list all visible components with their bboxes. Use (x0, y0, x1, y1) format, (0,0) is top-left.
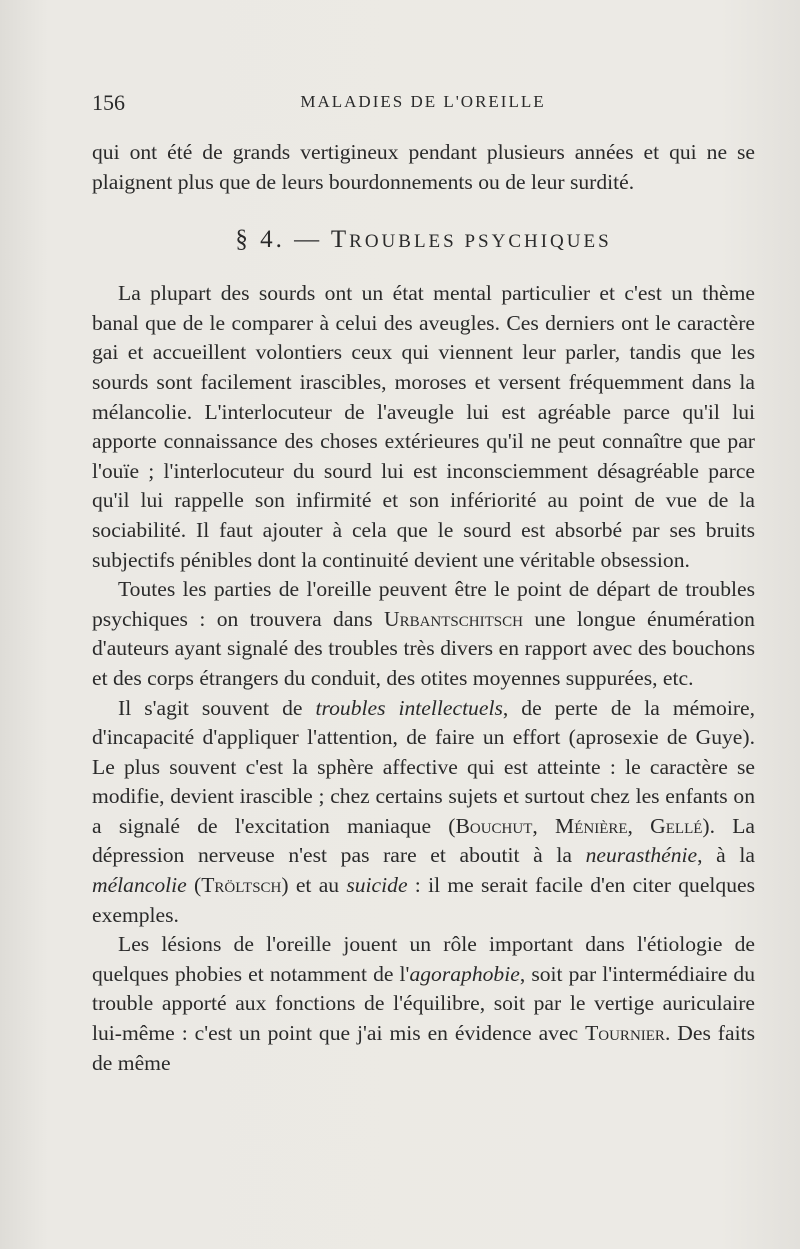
author-gelle: Gellé (650, 813, 703, 838)
p3-sep-1: , (532, 813, 555, 838)
paragraph-2 (92, 575, 755, 693)
paragraph-3 (92, 694, 755, 931)
p4-text-a: Les lésions de l'oreille jouent un rôle important dans l'étiologie de quelques phobies et notamment de l' (92, 932, 755, 986)
author-urbantschitsch: Urbantschitsch (384, 606, 523, 631)
p3-em-melancolie: mélancolie (92, 873, 187, 898)
running-title: MALADIES DE L'OREILLE (300, 92, 546, 111)
p3-text-f: ) et au (281, 873, 347, 898)
p4-text-b: , soit par l'intermédiaire du trouble apporté aux fonctions de l'équilibre, soit par le vertige auriculaire lui-même : c'est un point que j'ai mis en évidence avec (92, 961, 755, 1046)
page-number: 156 (92, 90, 125, 115)
p3-em-neurasthenie: neurasthénie (585, 843, 698, 868)
section-title-initial: T (330, 226, 350, 254)
p3-sep-2: , (627, 813, 651, 838)
author-bouchut: Bouchut (455, 813, 533, 838)
author-tournier: Tournier (585, 1021, 665, 1046)
p2-text-a: Toutes les parties de l'oreille peuvent être le point de départ de troubles psychiques : on trouvera dans (92, 577, 755, 631)
section-heading (92, 223, 755, 259)
p3-text-a: Il s'agit souvent de (118, 695, 316, 720)
p3-text-e: ( (186, 873, 202, 898)
p2-text-b: une longue énumération d'auteurs ayant signalé des troubles très divers en rapport avec des bouchons et des corps étrangers du conduit, des otites moyennes suppurées, etc. (92, 606, 755, 690)
p4-em-agoraphobie: agoraphobie (409, 961, 520, 986)
p3-em-troubles: troubles intellectuels (315, 695, 503, 720)
author-troltsch: Tröltsch (201, 873, 282, 898)
page-header (92, 90, 754, 120)
p3-text-d: , à la (697, 843, 755, 868)
p4-text-c: . Des faits de même (92, 1021, 755, 1075)
body-text (92, 138, 755, 1078)
paragraph-4 (92, 930, 755, 1078)
p3-text-c: ). La dépression nerveuse n'est pas rare et aboutit à la (92, 813, 756, 868)
p3-text-g: : il me serait facile d'en citer quelques exemples. (92, 873, 755, 927)
p3-text-b: , de perte de la mémoire, d'incapacité d'appliquer l'attention, de faire un effort (aprosexie de Guye). Le plus souvent c'est la sphère affective qui est atteinte : le caractère se modifie, devient irascible ; chez certains sujets et surtout chez les enfants on a signalé de l'excitation maniaque ( (92, 695, 756, 838)
paragraph-1: La plupart des sourds ont un état mental particulier et c'est un thème banal que de le comparer à celui des aveugles. Ces derniers ont le caractère gai et accueillent volontiers ceux qui viennent leur parler, tandis que les sourds sont facilement irascibles, moroses et versent fréquemment dans la mélancolie. L'interlocuteur de l'aveugle lui est agréable parce qu'il lui apporte connaissance des choses extérieures qu'il ne peut connaître que par l'ouïe ; l'interlocuteur du sourd lui est inconsciemment désagréable parce qu'il lui rappelle son infirmité et son infériorité au point de vue de la sociabilité. Il faut ajouter à cela que le sourd est absorbé par ses bruits subjectifs pénibles dont la continuité devient une véritable obsession. (92, 281, 755, 572)
p3-em-suicide: suicide (346, 873, 408, 898)
author-meniere: Ménière (555, 813, 628, 838)
section-number: § 4. — (235, 226, 323, 254)
section-title-rest: ROUBLES PSYCHIQUES (349, 231, 612, 253)
continuation-paragraph: qui ont été de grands vertigineux pendant plusieurs années et qui ne se plaignent plus que de leurs bourdonnements ou de leur surdité. (92, 140, 755, 194)
